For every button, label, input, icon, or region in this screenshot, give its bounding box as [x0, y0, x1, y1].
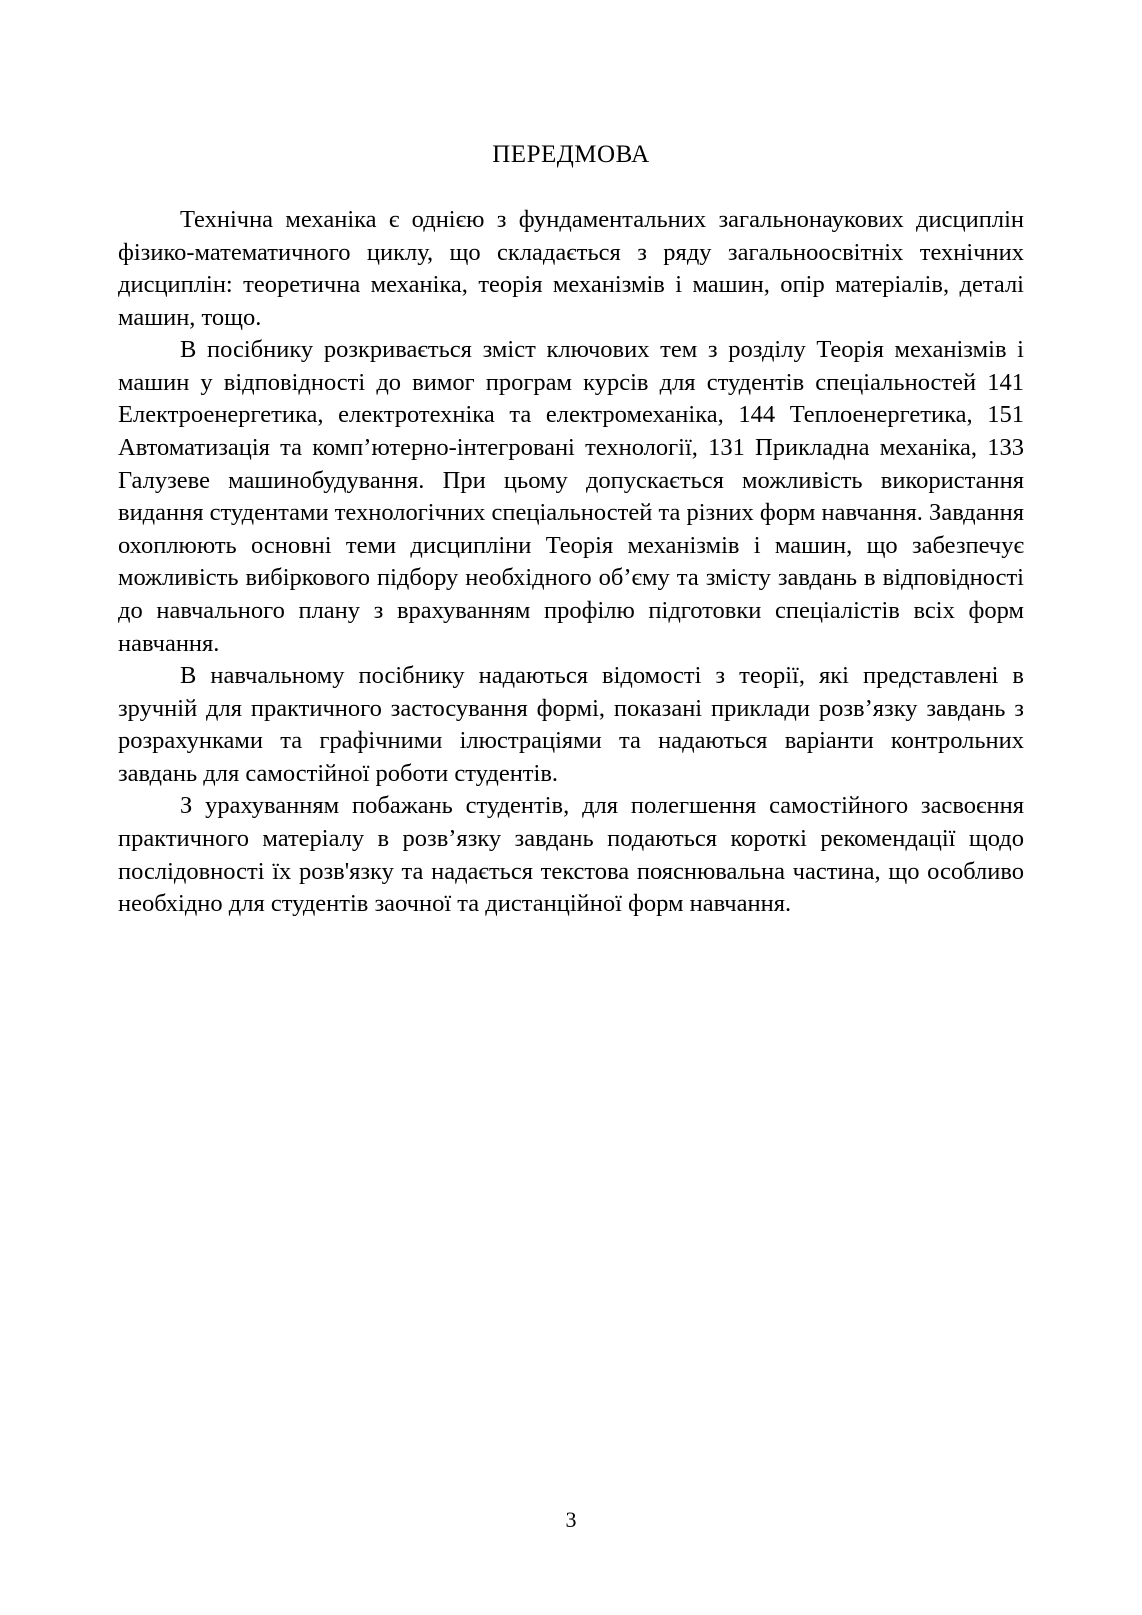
- body-text: [118, 204, 1024, 921]
- page-title: ПЕРЕДМОВА: [492, 141, 650, 168]
- paragraph-2: В посібнику розкривається зміст ключових тем з розділу Теорія механізмів і машин у відповідності до вимог програм курсів для студентів спеціальностей 141 Електроенергетика, електротехніка та електромеханіка, 144 Теплоенергетика, 151 Автоматизація та комп’ютерно-інтегровані технології, 131 Прикладна механіка, 133 Галузеве машинобудування. При цьому допускається можливість використання видання студентами технологічних спеціальностей та різних форм навчання. Завдання охоплюють основні теми дисципліни Теорія механізмів і машин, що забезпечує можливість вибіркового підбору необхідного об’єму та змісту завдань в відповідності до навчального плану з врахуванням профілю підготовки спеціалістів всіх форм навчання.: [118, 336, 1024, 657]
- paragraph-1: Технічна механіка є однією з фундаментальних загальнонаукових дисциплін фізико-математичного циклу, що складається з ряду загальноосвітніх технічних дисциплін: теоретична механіка, теорія механізмів і машин, опір матеріалів, деталі машин, тощо.: [118, 206, 1024, 331]
- paragraph-3: В навчальному посібнику надаються відомості з теорії, які представлені в зручній для практичного застосування формі, показані приклади розв’язку завдань з розрахунками та графічними ілюстраціями та надаються варіанти контрольних завдань для самостійної роботи студентів.: [118, 662, 1024, 787]
- page-number: 3: [565, 1507, 577, 1532]
- paragraph-4: З урахуванням побажань студентів, для полегшення самостійного засвоєння практичного матеріалу в розв’язку завдань подаються короткі рекомендації щодо послідовності їх розв'язку та надається текстова пояснювальна частина, що особливо необхідно для студентів заочної та дистанційної форм навчання.: [118, 792, 1024, 918]
